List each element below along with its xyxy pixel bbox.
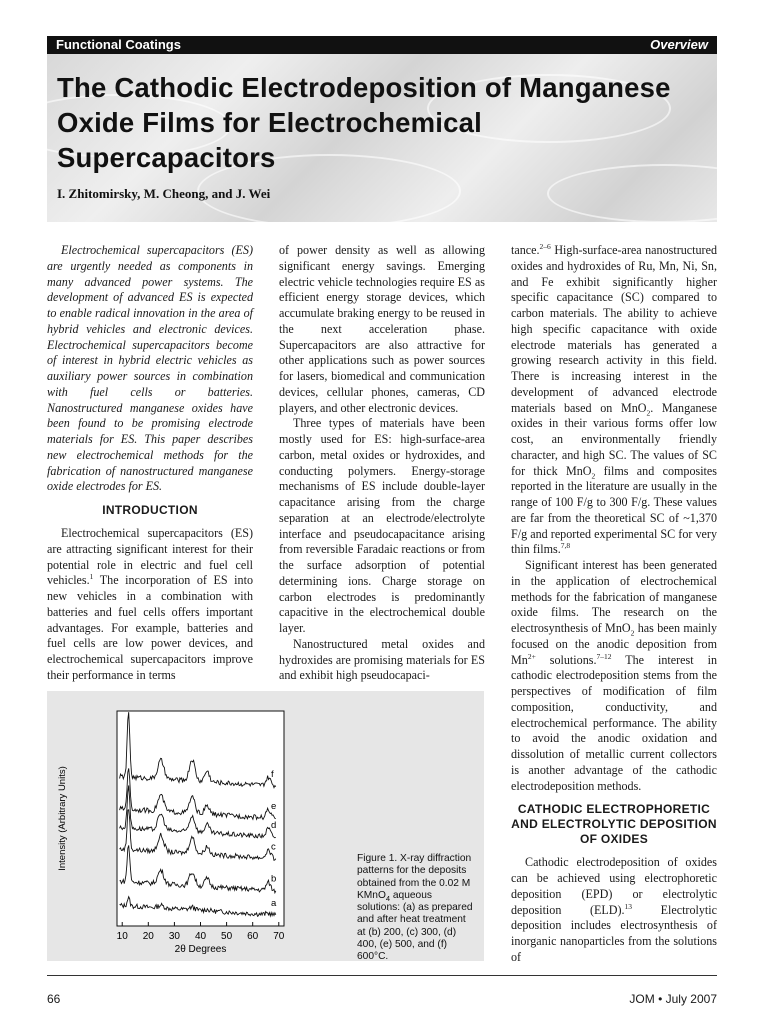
article-authors: I. Zhitomirsky, M. Cheong, and J. Wei xyxy=(57,186,271,201)
x-axis-label: 2θ Degrees xyxy=(174,944,227,955)
section-header-bar xyxy=(47,36,717,54)
series-label-f: f xyxy=(270,768,274,780)
article-title: The Cathodic Electrodeposition of Manganese Oxide Films for Electrochemical Supercapacitors xyxy=(57,72,671,173)
figure-1 xyxy=(47,691,484,961)
footer-rule xyxy=(47,975,717,976)
page-number: 66 xyxy=(47,992,61,1006)
column-3 xyxy=(511,243,717,966)
section-label: Functional Coatings xyxy=(56,37,181,52)
series-label-c: c xyxy=(270,841,276,853)
xrd-chart xyxy=(47,691,347,961)
x-tick-label: 20 xyxy=(142,931,154,942)
x-tick-label: 70 xyxy=(273,931,285,942)
section-heading-introduction: INTRODUCTION xyxy=(102,503,198,517)
x-tick-label: 30 xyxy=(168,931,180,942)
y-axis-label: Intensity (Arbitrary Units) xyxy=(57,766,68,871)
paragraph-4: Significant interest has been generated in the application of electrochemical methods for the fabrication of manganese oxide films. The research on the electrosynthesis of MnO$_2$ has been mainly focused on the anodic deposition from $Mn^{2+}$ solutions.$^{7-12}$ The interest in cathodic electrodeposition stems from the perspectives of modification of film composition, conductivity, and electrochemical performance. The ability to avoid the anodic oxidation and dissolution of metallic current collectors is another advantage of the cathodic electrodeposition methods. xyxy=(511,558,718,793)
paragraph-3-continued: tance.$^{2-6}$ High-surface-area nanostructured oxides and hydroxides of Ru, Mn, Ni, Sn, and Fe exhibit significantly higher specific capacitance (SC) compared to carbon materials. The ability to achieve high specific capacitance with oxide electrode materials has generated a growing research activity in this field. There is increasing interest in the development of advanced electrode materials based on MnO$_2$. Manganese oxides in their various forms offer low cost, an environmentally friendly character, and high SC. The values of SC for thick MnO$_2$ films and composites reported in the literature are usually in the range of 100 F/g to 300 F/g. These values are far from the theoretical SC of ~1,370 F/g and reported experimental SC for very thin films.$^{7,8}$ xyxy=(511,241,717,557)
figure-caption: Figure 1. X-ray diffraction patterns for the deposits obtained from the 0.02 M KMnO$_4$ aqueous solutions: (a) as prepared and after heat treatment at (b) 200, (c) 300, (d) 400, (e) 500, and (f) 600°C. xyxy=(357,853,473,963)
x-tick-label: 40 xyxy=(194,931,207,942)
paragraph-5: Cathodic electrodeposition of oxides can be achieved using electrophoretic deposition (EPD) or electrolytic deposition (ELD).$^{13}$ Electrolytic deposition includes electrosynthesis of inorganic nanoparticles from the solutions of xyxy=(511,855,717,964)
series-label-e: e xyxy=(270,801,277,813)
journal-issue: JOM • July 2007 xyxy=(629,992,717,1006)
series-label-d: d xyxy=(270,819,277,831)
series-label-b: b xyxy=(270,873,277,885)
x-tick-label: 60 xyxy=(247,931,259,942)
series-label-a: a xyxy=(270,897,277,909)
plot-frame xyxy=(117,711,284,926)
column-1 xyxy=(47,243,253,684)
section-heading-cathodic: CATHODIC ELECTROPHORETIC AND ELECTROLYTIC DEPOSITION OF OXIDES xyxy=(511,802,717,847)
title-banner xyxy=(47,54,717,222)
paragraph-1: Electrochemical supercapacitors (ES) are attracting significant interest for their potential role in electric and fuel cell vehicles.$^1$ The incorporation of ES into new vehicles in a combination with batteries and fuel cells offers important advantages. For example, batteries and fuel cells are low power devices, and electrochemical supercapacitors improve their performance in terms xyxy=(47,526,253,682)
column-2 xyxy=(279,243,485,684)
paragraph-2: Three types of materials have been mostly used for ES: high-surface-area carbon, metal oxides or hydroxides, and conducting polymers. Energy-storage mechanisms of ES include double-layer capacitance arising from the charge separation at an electrode/electrolyte interface and pseudocapacitance arising from reversible Faradaic reactions or from the surface adsorption of potential determining ions. Charge storage on carbon electrodes is predominantly capacitive in the electrochemical double layer. xyxy=(279,416,485,635)
abstract: Electrochemical supercapacitors (ES) are urgently needed as components in many advanced power systems. The development of advanced ES is expected to enable radical innovation in the area of hybrid vehicles and electronic devices. Electrochemical supercapacitors become of interest in hybrid electric vehicles as auxiliary power sources in combination with fuel cells or batteries. Nanostructured manganese oxides have been found to be promising electrode materials for ES. This paper describes new electrochemical methods for the fabrication of nanostructured manganese oxide electrodes for ES. xyxy=(47,243,253,494)
x-tick-label: 50 xyxy=(221,931,233,942)
article-type-label: Overview xyxy=(650,37,708,52)
x-tick-label: 10 xyxy=(116,931,128,942)
paragraph-3: Nanostructured metal oxides and hydroxides are promising materials for ES and exhibit high pseudocapaci- xyxy=(279,636,485,683)
paragraph-1-continued: of power density as well as allowing significant energy savings. Emerging electric vehicle technologies require ES as efficient energy storage devices, which accumulate braking energy to be reused in the next acceleration phase. Supercapacitors are also attractive for other applications such as power sources for lasers, biomedical and communication devices, cellular phones, cameras, CD players, and other electronic devices. xyxy=(279,243,485,415)
